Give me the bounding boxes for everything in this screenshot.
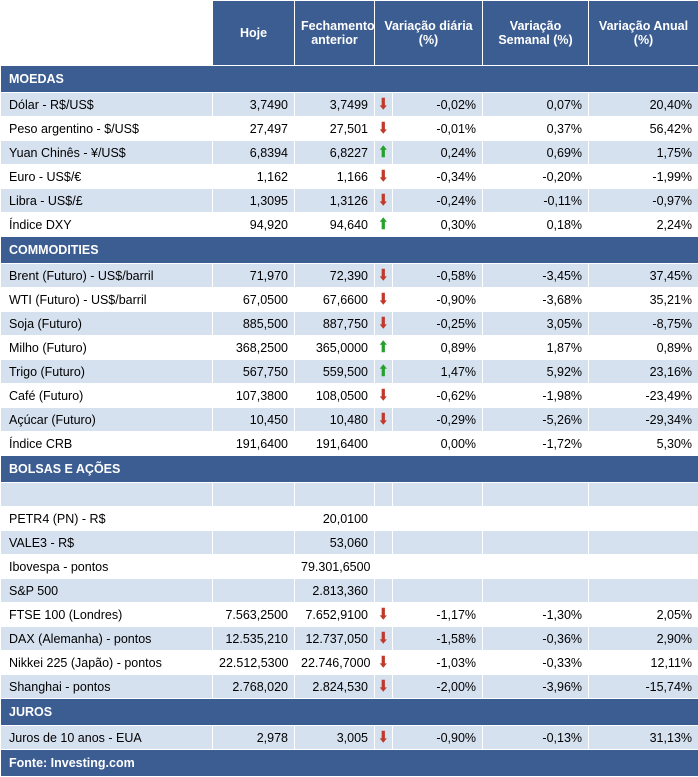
row-label: Índice CRB [1,432,213,456]
row-fechamento: 53,060 [295,531,375,555]
row-variacao-anual: 35,21% [589,288,698,312]
row-variacao-semanal: -0,13% [483,726,589,750]
row-variacao-diaria: -0,02% [393,93,483,117]
arrow-down-icon: ⬇ [375,651,393,675]
row-label: Açúcar (Futuro) [1,408,213,432]
row-variacao-diaria: -2,00% [393,675,483,699]
row-hoje: 107,3800 [213,384,295,408]
arrow-up-icon: ⬆ [375,336,393,360]
table-row [1,579,698,603]
table-row [1,93,698,117]
row-hoje: 2,978 [213,726,295,750]
row-variacao-diaria: -0,90% [393,726,483,750]
arrow-up-icon: ⬆ [375,141,393,165]
row-hoje: 1,162 [213,165,295,189]
row-label: Dólar - R$/US$ [1,93,213,117]
arrow-down-icon: ⬇ [375,288,393,312]
row-variacao-anual: 5,30% [589,432,698,456]
header-fechamento-anterior: Fechamento anterior [295,1,375,66]
row-variacao-anual [589,579,698,603]
row-fechamento: 67,6600 [295,288,375,312]
row-variacao-semanal: 0,69% [483,141,589,165]
row-fechamento: 7.652,9100 [295,603,375,627]
table-row [1,141,698,165]
row-variacao-anual: 20,40% [589,93,698,117]
arrow-down-icon: ⬇ [375,117,393,141]
table-row [1,165,698,189]
row-variacao-anual: -15,74% [589,675,698,699]
row-variacao-semanal [483,483,589,507]
row-variacao-anual: -29,34% [589,408,698,432]
row-variacao-diaria: -1,03% [393,651,483,675]
row-variacao-semanal: 0,18% [483,213,589,237]
row-label: Juros de 10 anos - EUA [1,726,213,750]
row-variacao-anual: 56,42% [589,117,698,141]
row-variacao-anual [589,483,698,507]
row-fechamento: 6,8227 [295,141,375,165]
row-variacao-diaria [393,507,483,531]
section-title: COMMODITIES [1,237,698,264]
arrow-up-icon: ⬆ [375,213,393,237]
row-fechamento: 1,3126 [295,189,375,213]
table-row [1,336,698,360]
arrow-down-icon: ⬇ [375,264,393,288]
table-row [1,507,698,531]
table-row [1,312,698,336]
row-label: Café (Futuro) [1,384,213,408]
row-hoje: 2.768,020 [213,675,295,699]
row-fechamento: 3,005 [295,726,375,750]
arrow-none [375,483,393,507]
row-variacao-anual: 2,90% [589,627,698,651]
table-row [1,408,698,432]
row-hoje [213,579,295,603]
row-variacao-semanal [483,579,589,603]
row-label: Índice DXY [1,213,213,237]
arrow-none [375,507,393,531]
arrow-none [375,531,393,555]
row-variacao-semanal: -3,68% [483,288,589,312]
row-variacao-anual: 31,13% [589,726,698,750]
table-row [1,360,698,384]
row-variacao-diaria [393,555,483,579]
row-variacao-anual: -0,97% [589,189,698,213]
row-variacao-diaria: 0,00% [393,432,483,456]
row-fechamento: 1,166 [295,165,375,189]
row-variacao-semanal: -1,30% [483,603,589,627]
row-variacao-anual: 23,16% [589,360,698,384]
row-fechamento: 79.301,6500 [295,555,375,579]
row-fechamento: 2.824,530 [295,675,375,699]
row-variacao-anual [589,555,698,579]
row-label: VALE3 - R$ [1,531,213,555]
row-fechamento: 94,640 [295,213,375,237]
row-variacao-semanal: -0,33% [483,651,589,675]
row-variacao-diaria: 0,30% [393,213,483,237]
arrow-down-icon: ⬇ [375,726,393,750]
row-hoje: 6,8394 [213,141,295,165]
row-variacao-semanal: -1,72% [483,432,589,456]
row-variacao-anual: 2,05% [589,603,698,627]
row-variacao-diaria: -0,62% [393,384,483,408]
row-variacao-diaria: -1,58% [393,627,483,651]
row-variacao-anual: 37,45% [589,264,698,288]
arrow-down-icon: ⬇ [375,189,393,213]
row-hoje [213,507,295,531]
row-fechamento: 559,500 [295,360,375,384]
row-label: Soja (Futuro) [1,312,213,336]
row-variacao-anual: 0,89% [589,336,698,360]
row-hoje: 567,750 [213,360,295,384]
row-fechamento [295,483,375,507]
arrow-down-icon: ⬇ [375,93,393,117]
arrow-down-icon: ⬇ [375,408,393,432]
row-variacao-semanal: -0,36% [483,627,589,651]
arrow-none [375,579,393,603]
header-variacao-diaria: Variação diária (%) [375,1,483,66]
row-label: Trigo (Futuro) [1,360,213,384]
section-header-row [1,66,698,93]
header-variacao-anual: Variação Anual (%) [589,1,698,66]
table-row [1,531,698,555]
row-fechamento: 20,0100 [295,507,375,531]
row-variacao-anual: 2,24% [589,213,698,237]
table-row [1,675,698,699]
row-variacao-semanal [483,531,589,555]
section-header-row [1,699,698,726]
row-fechamento: 108,0500 [295,384,375,408]
section-title: JUROS [1,699,698,726]
table-row [1,384,698,408]
row-label: Milho (Futuro) [1,336,213,360]
arrow-down-icon: ⬇ [375,312,393,336]
arrow-none [375,432,393,456]
row-variacao-diaria: -0,58% [393,264,483,288]
table-row [1,555,698,579]
header-variacao-semanal: Variação Semanal (%) [483,1,589,66]
row-variacao-diaria [393,483,483,507]
row-hoje [213,531,295,555]
header-blank [1,1,213,66]
arrow-down-icon: ⬇ [375,627,393,651]
row-hoje [213,483,295,507]
row-variacao-semanal: 0,37% [483,117,589,141]
row-label: DAX (Alemanha) - pontos [1,627,213,651]
row-variacao-diaria [393,531,483,555]
row-variacao-semanal: 0,07% [483,93,589,117]
table-row [1,651,698,675]
arrow-down-icon: ⬇ [375,384,393,408]
row-label: Yuan Chinês - ¥/US$ [1,141,213,165]
row-hoje: 1,3095 [213,189,295,213]
row-label: Brent (Futuro) - US$/barril [1,264,213,288]
row-variacao-semanal: 5,92% [483,360,589,384]
table-row [1,288,698,312]
table-row [1,603,698,627]
row-variacao-anual: -23,49% [589,384,698,408]
row-hoje: 10,450 [213,408,295,432]
table-row [1,432,698,456]
row-variacao-anual [589,507,698,531]
row-hoje: 27,497 [213,117,295,141]
row-label: PETR4 (PN) - R$ [1,507,213,531]
arrow-down-icon: ⬇ [375,165,393,189]
section-header-row [1,456,698,483]
row-variacao-semanal: 3,05% [483,312,589,336]
row-label: Libra - US$/£ [1,189,213,213]
table-row [1,483,698,507]
row-variacao-anual: -1,99% [589,165,698,189]
row-variacao-semanal: -3,45% [483,264,589,288]
row-hoje: 71,970 [213,264,295,288]
row-fechamento: 3,7499 [295,93,375,117]
row-hoje: 94,920 [213,213,295,237]
section-title: MOEDAS [1,66,698,93]
table-header [1,1,698,66]
arrow-none [375,555,393,579]
row-label: Shanghai - pontos [1,675,213,699]
row-label: Euro - US$/€ [1,165,213,189]
row-fechamento: 365,0000 [295,336,375,360]
row-variacao-diaria: -0,24% [393,189,483,213]
row-variacao-semanal: 1,87% [483,336,589,360]
row-hoje: 885,500 [213,312,295,336]
row-hoje: 7.563,2500 [213,603,295,627]
row-variacao-anual: 1,75% [589,141,698,165]
row-hoje: 22.512,5300 [213,651,295,675]
row-label [1,483,213,507]
section-header-row [1,237,698,264]
row-hoje: 12.535,210 [213,627,295,651]
table-body [1,66,698,777]
row-label: S&P 500 [1,579,213,603]
table-row [1,264,698,288]
row-hoje: 368,2500 [213,336,295,360]
row-label: FTSE 100 (Londres) [1,603,213,627]
row-fechamento: 27,501 [295,117,375,141]
row-variacao-diaria: 1,47% [393,360,483,384]
row-variacao-diaria: -0,34% [393,165,483,189]
header-hoje: Hoje [213,1,295,66]
row-variacao-semanal: -0,20% [483,165,589,189]
row-variacao-diaria: -0,90% [393,288,483,312]
row-label: Ibovespa - pontos [1,555,213,579]
row-hoje [213,555,295,579]
row-hoje: 67,0500 [213,288,295,312]
row-variacao-diaria: -0,25% [393,312,483,336]
row-variacao-diaria [393,579,483,603]
row-fechamento: 191,6400 [295,432,375,456]
arrow-down-icon: ⬇ [375,675,393,699]
arrow-down-icon: ⬇ [375,603,393,627]
row-variacao-anual: 12,11% [589,651,698,675]
row-variacao-semanal: -0,11% [483,189,589,213]
row-hoje: 3,7490 [213,93,295,117]
row-fechamento: 22.746,7000 [295,651,375,675]
row-variacao-semanal [483,507,589,531]
table-row [1,627,698,651]
row-fechamento: 2.813,360 [295,579,375,603]
row-variacao-anual: -8,75% [589,312,698,336]
row-label: Nikkei 225 (Japão) - pontos [1,651,213,675]
table-row [1,213,698,237]
arrow-up-icon: ⬆ [375,360,393,384]
row-fechamento: 10,480 [295,408,375,432]
row-label: Peso argentino - $/US$ [1,117,213,141]
row-variacao-diaria: -1,17% [393,603,483,627]
row-fechamento: 887,750 [295,312,375,336]
table-row [1,726,698,750]
source-label: Fonte: Investing.com [1,750,698,777]
row-variacao-diaria: -0,29% [393,408,483,432]
row-variacao-diaria: -0,01% [393,117,483,141]
row-variacao-diaria: 0,89% [393,336,483,360]
row-label: WTI (Futuro) - US$/barril [1,288,213,312]
row-fechamento: 12.737,050 [295,627,375,651]
row-fechamento: 72,390 [295,264,375,288]
row-variacao-semanal [483,555,589,579]
section-title: BOLSAS E AÇÕES [1,456,698,483]
table-row [1,117,698,141]
row-variacao-semanal: -5,26% [483,408,589,432]
row-variacao-semanal: -1,98% [483,384,589,408]
row-variacao-semanal: -3,96% [483,675,589,699]
row-variacao-anual [589,531,698,555]
row-hoje: 191,6400 [213,432,295,456]
row-variacao-diaria: 0,24% [393,141,483,165]
footer-row [1,750,698,777]
table-row [1,189,698,213]
